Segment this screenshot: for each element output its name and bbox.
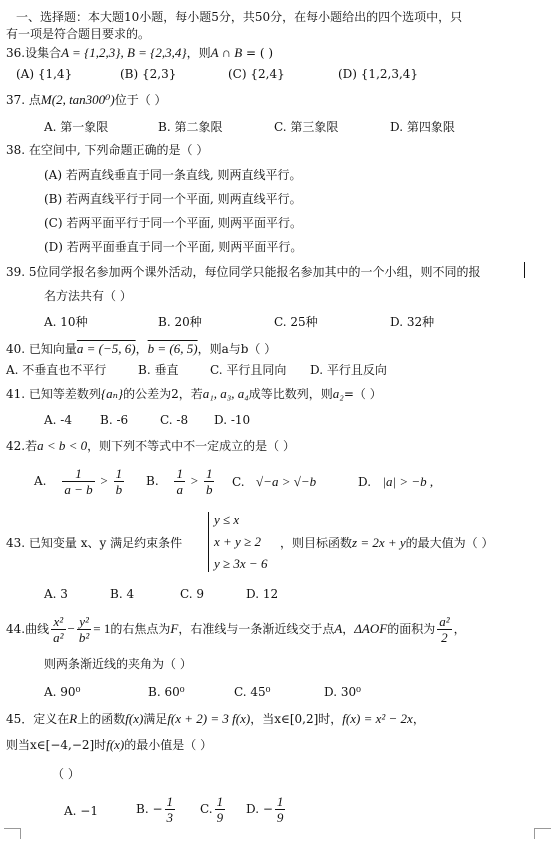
corner-mark-left — [4, 828, 21, 839]
q37-stem: 37. 点M(2, tan300⁰)位于（ ） — [6, 92, 167, 107]
q45-stem: 45．定义在R上的函数f(x)满足f(x + 2) = 3 f(x)，当x∈[0,2]时，f(x) = x² − 2x， — [6, 711, 425, 726]
q40-option-c[interactable]: C. 平行且同向 — [210, 363, 287, 377]
text-cursor — [524, 262, 525, 278]
q44-option-a[interactable]: A. 90⁰ — [44, 685, 81, 699]
q36-option-a[interactable]: (A) {1,4} — [16, 67, 73, 81]
q45-line3: （ ） — [52, 767, 80, 781]
q36-option-b[interactable]: (B) {2,3} — [120, 67, 177, 81]
q42-option-c[interactable]: C. √−a > √−b — [232, 474, 317, 489]
section-title-line2: 有一项是符合题目要求的。 — [6, 27, 151, 41]
q40-option-b[interactable]: B. 垂直 — [138, 363, 179, 377]
q43-constraint-1: y ≤ x — [214, 512, 240, 527]
q38-stem: 38. 在空间中, 下列命题正确的是（ ） — [6, 143, 209, 157]
q37-point: M(2, tan300⁰) — [40, 92, 115, 107]
q38-option-a[interactable]: (A) 若两直线垂直于同一条直线, 则两直线平行。 — [44, 168, 302, 182]
q44-option-c[interactable]: C. 45⁰ — [234, 685, 271, 699]
q39-option-b[interactable]: B. 20种 — [158, 315, 202, 329]
q37-option-c[interactable]: C. 第三象限 — [274, 120, 339, 134]
q42-option-b[interactable]: B. $\frac{1}{a}$ > $\frac{1}{b}$ — [146, 466, 213, 497]
q39-line1: 39. 5位同学报名参加两个课外活动，每位同学只能报名参加其中的一个小组，则不同的报 — [6, 265, 481, 279]
q44-line2: 则两条渐近线的夹角为（ ） — [44, 657, 192, 671]
q43-objective: ，则目标函数z = 2x + y的最大值为（ ） — [280, 535, 494, 550]
q43-stem: 43. 已知变量 x、y 满足约束条件 — [6, 536, 183, 550]
section-title-line1: 一、选择题：本大题10小题，每小题5分，共50分，在每小题给出的四个选项中，只 — [16, 10, 463, 24]
q43-brace — [208, 512, 209, 572]
q43-constraint-3: y ≥ 3x − 6 — [214, 556, 268, 571]
q44-option-d[interactable]: D. 30⁰ — [324, 685, 361, 699]
q36-sets: A = {1,2,3}, B = {2,3,4} — [61, 45, 187, 60]
q45-line2: 则当x∈[−4,−2]时f(x)的最小值是（ ） — [6, 737, 213, 752]
q45-option-d[interactable]: D. − $\frac{1}{9}$ — [246, 794, 284, 825]
q41-option-d[interactable]: D. -10 — [214, 413, 251, 427]
q36-stem: 36.设集合A = {1,2,3}, B = {2,3,4}，则A ∩ B = ( ) — [6, 45, 274, 60]
q45-option-b[interactable]: B. − $\frac{1}{3}$ — [136, 794, 174, 825]
q39-option-a[interactable]: A. 10种 — [44, 315, 88, 329]
q40-option-a[interactable]: A. 不垂直也不平行 — [6, 363, 107, 377]
q41-option-a[interactable]: A. -4 — [44, 413, 72, 427]
q43-option-a[interactable]: A. 3 — [44, 587, 68, 601]
q36-option-c[interactable]: (C) {2,4} — [228, 67, 285, 81]
q43-option-c[interactable]: C. 9 — [180, 587, 205, 601]
q39-line2: 名方法共有（ ） — [44, 289, 132, 303]
q40-option-d[interactable]: D. 平行且反向 — [310, 363, 387, 377]
q44-stem: 44.曲线 $\frac{\text{x²}}{\text{a²}}$ − $\frac{\text{y²}}{\text{b²}}$ = 1的右焦点为F，右准线与一条渐近线交于点A，ΔAOF的面积为 $\frac{\text{a²}}{2}$ ， — [6, 614, 466, 645]
q41-option-b[interactable]: B. -6 — [100, 413, 129, 427]
q40-vector-b: b = (6, 5) — [147, 341, 198, 356]
q43-option-d[interactable]: D. 12 — [246, 587, 279, 601]
corner-mark-right — [534, 828, 551, 839]
q37-option-a[interactable]: A. 第一象限 — [44, 120, 109, 134]
q38-option-d[interactable]: (D) 若两平面垂直于同一个平面, 则两平面平行。 — [44, 240, 303, 254]
q36-intersection: A ∩ B — [210, 45, 243, 60]
q40-stem: 40. 已知向量a = (−5, 6)，b = (6, 5)，则a与b（ ） — [6, 341, 277, 356]
q38-option-c[interactable]: (C) 若两平面平行于同一个平面, 则两平面平行。 — [44, 216, 302, 230]
q43-constraint-2: x + y ≥ 2 — [214, 534, 261, 549]
q37-option-b[interactable]: B. 第二象限 — [158, 120, 223, 134]
q42-stem: 42.若a < b < 0，则下列不等式中不一定成立的是（ ） — [6, 438, 295, 453]
q45-option-c[interactable]: C. $\frac{1}{9}$ — [200, 794, 224, 825]
q41-option-c[interactable]: C. -8 — [160, 413, 189, 427]
q41-stem: 41. 已知等差数列{aₙ}的公差为2，若a₁, a₃, a₄成等比数列，则a₂=（ ） — [6, 386, 382, 401]
q42-option-a[interactable]: A. $\frac{1}{a - b}$ > $\frac{1}{b}$ — [34, 466, 123, 497]
q43-option-b[interactable]: B. 4 — [110, 587, 135, 601]
q42-option-d[interactable]: D. |a| > −b , — [358, 474, 434, 489]
q39-option-d[interactable]: D. 32种 — [390, 315, 435, 329]
q44-option-b[interactable]: B. 60⁰ — [148, 685, 185, 699]
q37-option-d[interactable]: D. 第四象限 — [390, 120, 455, 134]
q36-option-d[interactable]: (D) {1,2,3,4} — [338, 67, 419, 81]
q40-vector-a: a = (−5, 6) — [76, 341, 136, 356]
q38-option-b[interactable]: (B) 若两直线平行于同一个平面, 则两直线平行。 — [44, 192, 302, 206]
q45-option-a[interactable]: A. −1 — [64, 804, 98, 818]
q39-option-c[interactable]: C. 25种 — [274, 315, 318, 329]
